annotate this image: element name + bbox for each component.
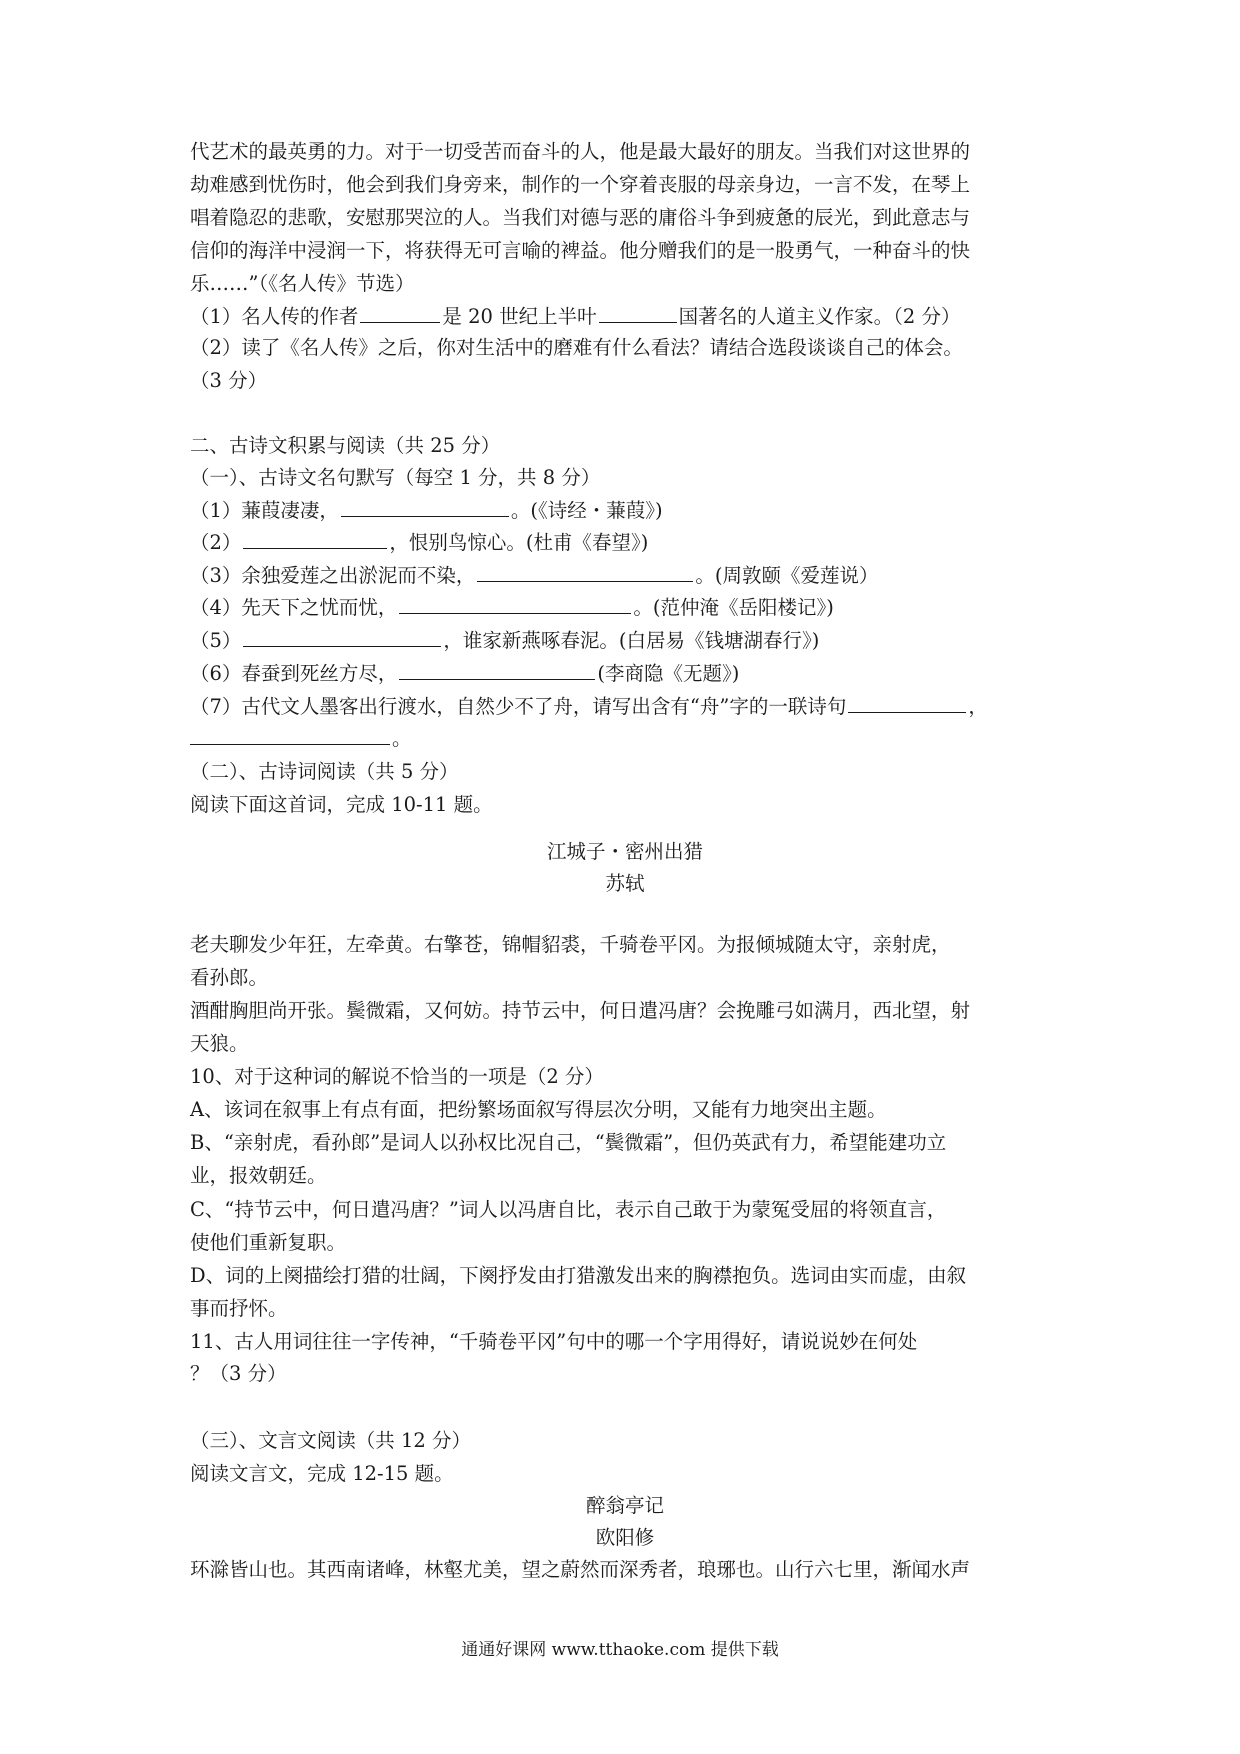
intro-line-1: 代艺术的最英勇的力。对于一切受苦而奋斗的人，他是最大最好的朋友。当我们对这世界的 [190,140,971,163]
answer-blank-country[interactable] [599,300,677,323]
item-4-prefix: （4）先天下之忧而忧， [190,596,398,619]
answer-blank-3[interactable] [477,559,693,582]
answer-blank-7b[interactable] [190,722,390,745]
subsection-1-title: （一）、古诗文名句默写（每空 1 分，共 8 分） [190,466,601,489]
item-7-prefix: （7）古代文人墨客出行渡水，自然少不了舟，请写出含有“舟”字的一联诗句 [190,695,847,718]
recitation-item-6 [190,657,1060,690]
item-7-comma: ， [968,695,988,718]
item-4-suffix: 。(范仲淹《岳阳楼记》) [633,596,834,619]
poem-line-3: 酒酣胸胆尚开张。鬓微霜，又何妨。持节云中，何日遣冯唐？会挽雕弓如满月，西北望，射 [190,999,971,1022]
question-10-option-c-2: 使他们重新复职。 [190,1231,347,1254]
item-6-suffix: (李商隐《无题》) [597,662,740,685]
intro-line-3: 唱着隐忍的悲歌，安慰那哭泣的人。当我们对德与恶的庸俗斗争到疲惫的辰光，到此意志与 [190,206,971,229]
recitation-item-5 [190,624,1060,657]
essay-title: 醉翁亭记 [585,1494,664,1517]
question-10-option-c-1: C、“持节云中，何日遣冯唐？”词人以冯唐自比，表示自己敢于为蒙冤受屈的将领直言， [190,1198,947,1221]
poem-line-4: 天狼。 [190,1032,249,1055]
item-6-prefix: （6）春蚕到死丝方尽， [190,662,398,685]
recitation-item-3 [190,559,1060,592]
question-1-part-b: 是 20 世纪上半叶 [442,305,597,328]
page-footer: 通通好课网 www.tthaoke.com 提供下载 [461,1640,779,1660]
item-5-prefix: （5） [190,629,242,652]
section-2-title: 二、古诗文积累与阅读（共 25 分） [190,434,501,457]
subsection-2-intro: 阅读下面这首词，完成 10-11 题。 [190,793,493,816]
question-1 [190,300,1060,333]
answer-blank-1[interactable] [341,494,509,517]
item-3-suffix: 。(周敦颐《爱莲说） [695,564,879,587]
item-1-suffix: 。(《诗经・蒹葭》) [510,499,663,522]
item-7-end: 。 [392,727,412,750]
question-10-stem: 10、对于这种词的解说不恰当的一项是（2 分） [190,1065,604,1088]
item-2-suffix: ，恨别鸟惊心。(杜甫《春望》) [389,531,649,554]
poem-line-1: 老夫聊发少年狂，左牵黄。右擎苍，锦帽貂裘，千骑卷平冈。为报倾城随太守，亲射虎， [190,933,951,956]
answer-blank-5[interactable] [243,624,441,647]
poem-author: 苏轼 [605,872,645,895]
recitation-item-7 [190,690,1060,723]
recitation-item-1 [190,494,1060,527]
item-5-suffix: ，谁家新燕啄春泥。(白居易《钱塘湖春行》) [443,629,820,652]
essay-line-1: 环滁皆山也。其西南诸峰，林壑尤美，望之蔚然而深秀者，琅琊也。山行六七里，渐闻水声 [190,1558,971,1581]
question-10-option-d-2: 事而抒怀。 [190,1297,288,1320]
question-1-part-c: 国著名的人道主义作家。（2 分） [678,305,961,328]
poem-title: 江城子・密州出猎 [546,840,703,863]
question-10-option-a: A、该词在叙事上有点有面，把纷繁场面叙写得层次分明，又能有力地突出主题。 [190,1098,887,1121]
question-2-line-2: （3 分） [190,369,268,392]
intro-line-5: 乐……”（《名人传》节选） [190,272,415,295]
question-10-option-b-1: B、“亲射虎，看孙郎”是词人以孙权比况自己，“鬓微霜”，但仍英武有力，希望能建功立 [190,1131,947,1154]
poem-line-2: 看孙郎。 [190,966,269,989]
answer-blank-6[interactable] [399,657,595,680]
question-11-line-1: 11、古人用词往往一字传神，“千骑卷平冈”句中的哪一个字用得好，请说说妙在何处 [190,1330,918,1353]
recitation-item-2 [190,526,1060,559]
question-11-line-2: ？（3 分） [190,1362,287,1385]
intro-line-2: 劫难感到忧伤时，他会到我们身旁来，制作的一个穿着丧服的母亲身边，一言不发，在琴上 [190,173,971,196]
item-2-prefix: （2） [190,531,242,554]
subsection-3-title: （三）、文言文阅读（共 12 分） [190,1429,471,1452]
essay-author: 欧阳修 [595,1526,655,1549]
question-10-option-b-2: 业，报效朝廷。 [190,1164,327,1187]
question-1-part-a: （1）名人传的作者 [190,305,359,328]
item-3-prefix: （3）余独爱莲之出淤泥而不染， [190,564,476,587]
answer-blank-7a[interactable] [848,690,966,713]
question-2-line-1: （2）读了《名人传》之后，你对生活中的磨难有什么看法？请结合选段谈谈自己的体会。 [190,336,963,359]
answer-blank-author[interactable] [360,300,440,323]
item-1-prefix: （1）蒹葭凄凄， [190,499,339,522]
recitation-item-7-cont [190,722,1060,755]
intro-line-4: 信仰的海洋中浸润一下，将获得无可言喻的裨益。他分赠我们的是一股勇气，一种奋斗的快 [190,239,971,262]
answer-blank-2[interactable] [243,526,387,549]
subsection-2-title: （二）、古诗词阅读（共 5 分） [190,760,459,783]
recitation-item-4 [190,591,1060,624]
subsection-3-intro: 阅读文言文，完成 12-15 题。 [190,1462,454,1485]
answer-blank-4[interactable] [399,591,631,614]
question-10-option-d-1: D、词的上阕描绘打猎的壮阔，下阕抒发由打猎激发出来的胸襟抱负。选词由实而虚，由叙 [190,1264,967,1287]
